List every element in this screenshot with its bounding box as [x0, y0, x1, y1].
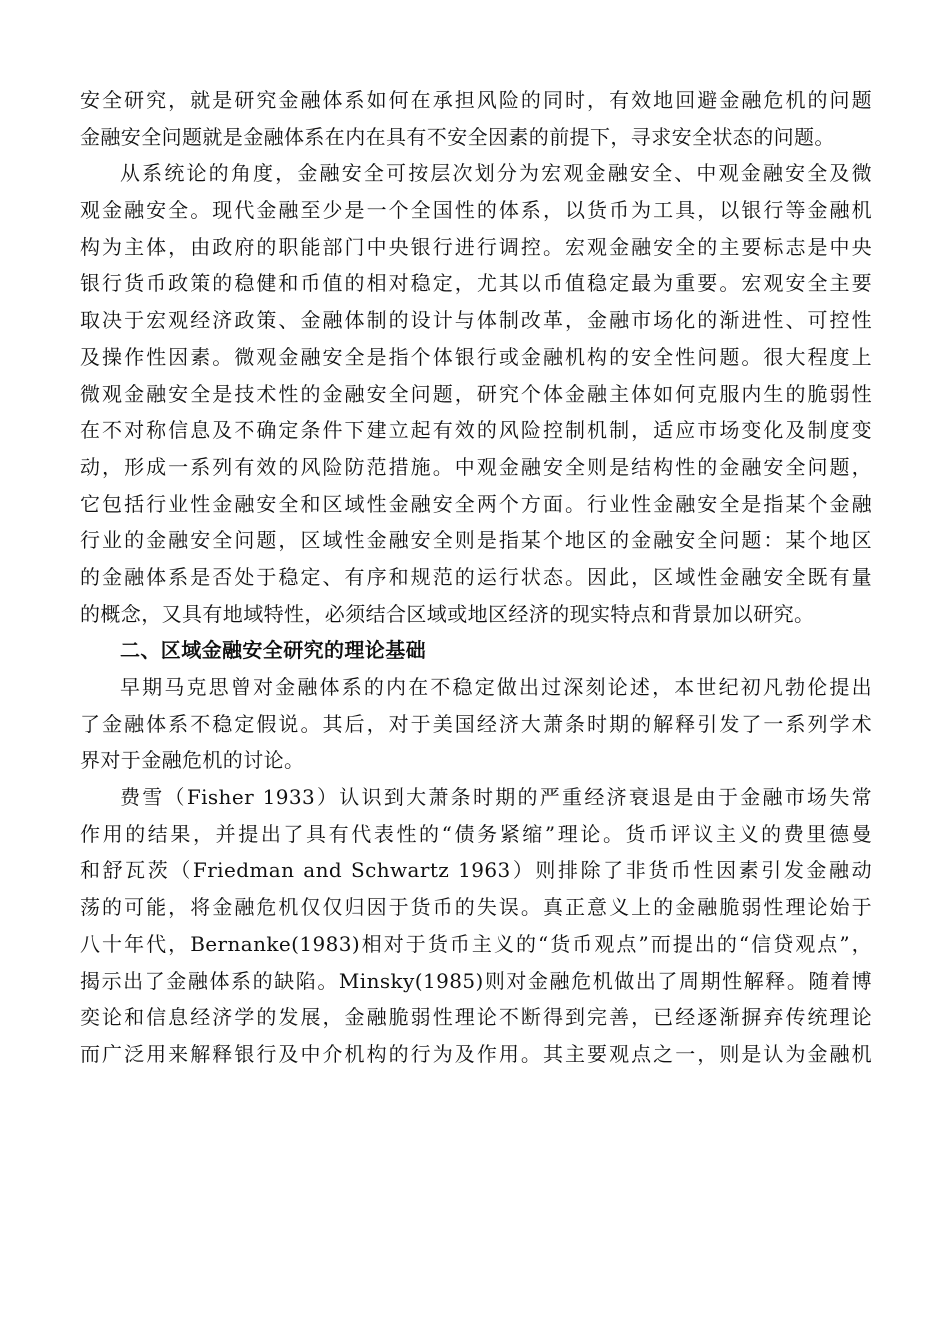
- text-line: 构为主体，由政府的职能部门中央银行进行调控。宏观金融安全的主要标志是中央: [80, 234, 872, 259]
- text-line: 微观金融安全是技术性的金融安全问题，研究个体金融主体如何克服内生的脆弱性: [80, 381, 872, 406]
- text-line: 观金融安全。现代金融至少是一个全国性的体系，以货币为工具，以银行等金融机: [80, 198, 872, 223]
- text-line: 安全研究，就是研究金融体系如何在承担风险的同时，有效地回避金融危机的问题: [80, 88, 872, 112]
- text-line: 了金融体系不稳定假说。其后，对于美国经济大萧条时期的解释引发了一系列学术: [80, 711, 872, 736]
- text-line: 的金融体系是否处于稳定、有序和规范的运行状态。因此，区域性金融安全既有量: [80, 564, 872, 589]
- text-line: 动，形成一系列有效的风险防范措施。中观金融安全则是结构性的金融安全问题，: [80, 454, 872, 479]
- text-line: 从系统论的角度，金融安全可按层次划分为宏观金融安全、中观金融安全及微: [120, 161, 872, 186]
- text-line: 的概念，又具有地域特性，必须结合区域或地区经济的现实特点和背景加以研究。: [80, 601, 815, 626]
- text-line: 它包括行业性金融安全和区域性金融安全两个方面。行业性金融安全是指某个金融: [80, 491, 872, 516]
- text-line: 和舒瓦茨（Friedman and Schwartz 1963）则排除了非货币性因素引发金融动: [80, 858, 872, 883]
- section-heading: 二、区域金融安全研究的理论基础: [120, 638, 426, 663]
- text-line: 揭示出了金融体系的缺陷。Minsky(1985)则对金融危机做出了周期性解释。随着博: [80, 968, 872, 993]
- text-line: 银行货币政策的稳健和币值的相对稳定，尤其以币值稳定最为重要。宏观安全主要: [80, 271, 872, 296]
- text-line: 八十年代，Bernanke(1983)相对于货币主义的“货币观点”而提出的“信贷观点”，: [80, 931, 872, 956]
- text-line: 金融安全问题就是金融体系在内在具有不安全因素的前提下，寻求安全状态的问题。: [80, 124, 835, 149]
- text-line: 在不对称信息及不确定条件下建立起有效的风险控制机制，适应市场变化及制度变: [80, 418, 872, 443]
- text-line: 荡的可能，将金融危机仅仅归因于货币的失误。真正意义上的金融脆弱性理论始于: [80, 895, 872, 920]
- text-line: 而广泛用来解释银行及中介机构的行为及作用。其主要观点之一，则是认为金融机: [80, 1041, 872, 1066]
- document-page: [80, 82, 872, 1073]
- text-line: 及操作性因素。微观金融安全是指个体银行或金融机构的安全性问题。很大程度上: [80, 344, 872, 369]
- text-line: 作用的结果，并提出了具有代表性的“债务紧缩”理论。货币评议主义的费里德曼: [80, 821, 872, 846]
- text-line: 界对于金融危机的讨论。: [80, 748, 305, 773]
- text-line: 行业的金融安全问题，区域性金融安全则是指某个地区的金融安全问题：某个地区: [80, 528, 872, 553]
- text-line: 费雪（Fisher 1933）认识到大萧条时期的严重经济衰退是由于金融市场失常: [120, 785, 872, 810]
- text-line: 奕论和信息经济学的发展，金融脆弱性理论不断得到完善，已经逐渐摒弃传统理论: [80, 1005, 872, 1030]
- text-line: 取决于宏观经济政策、金融体制的设计与体制改革，金融市场化的渐进性、可控性: [80, 308, 872, 333]
- text-line: 早期马克思曾对金融体系的内在不稳定做出过深刻论述，本世纪初凡勃伦提出: [120, 675, 872, 699]
